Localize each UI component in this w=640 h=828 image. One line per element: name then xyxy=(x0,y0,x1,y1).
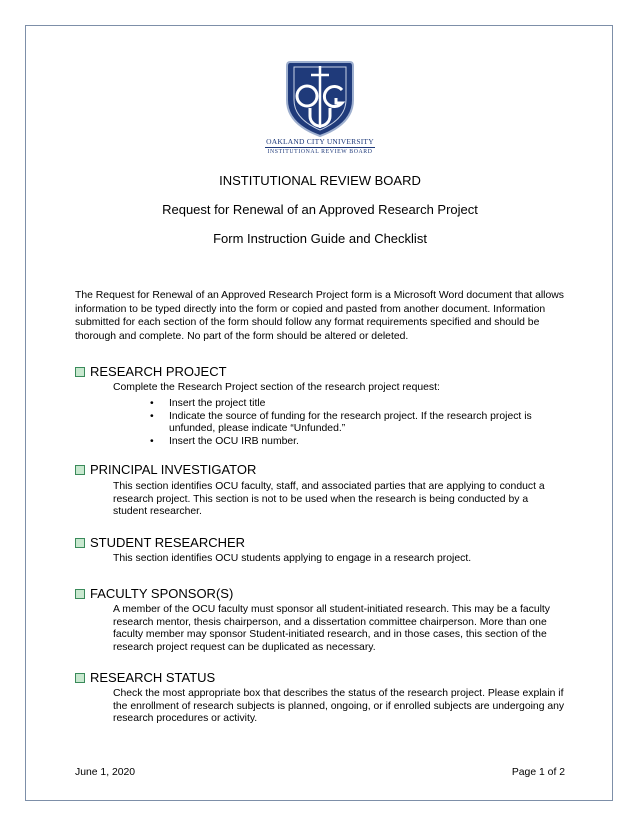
checkbox-research-status[interactable] xyxy=(75,673,85,683)
document-guide-title: Form Instruction Guide and Checklist xyxy=(213,231,427,246)
section-student-researcher xyxy=(75,535,245,550)
section-text: A member of the OCU faculty must sponsor all student-initiated research. This may be a faculty research mentor, thesis chairperson, and a dissertation committee chairperson. More than one faculty member may sponsor Student-initiated research, and in those cases, this section of the research project request can be duplicated as necessary. xyxy=(113,604,550,653)
section-text: Complete the Research Project section of the research project request: xyxy=(113,382,440,393)
section-principal-investigator xyxy=(75,462,256,477)
university-name: OAKLAND CITY UNIVERSITY xyxy=(266,137,374,146)
section-heading: PRINCIPAL INVESTIGATOR xyxy=(90,462,257,477)
checkbox-student-researcher[interactable] xyxy=(75,538,85,548)
research-project-bullets xyxy=(150,398,565,448)
document-title: INSTITUTIONAL REVIEW BOARD xyxy=(219,173,421,188)
logo-divider xyxy=(265,147,375,148)
section-text: Check the most appropriate box that describes the status of the research project. Please explain if the enrollment of research subjects is planned, ongoing, or if enrolled subjects are undergoing any research procedures or activity. xyxy=(113,688,565,725)
footer-page-number: Page 1 of 2 xyxy=(511,767,565,778)
section-heading: FACULTY SPONSOR(S) xyxy=(90,586,234,601)
section-heading: RESEARCH PROJECT xyxy=(90,364,227,379)
intro-paragraph: The Request for Renewal of an Approved Research Project form is a Microsoft Word document that allows information to be typed directly into the form or copied and pasted from another document. Information submitted for each section of the form should follow any format requirements specified and should be thorough and complete. No part of the form should be altered or deleted. xyxy=(75,290,564,342)
list-item: • Insert the project title xyxy=(150,398,565,411)
section-research-status xyxy=(75,670,215,685)
section-heading: STUDENT RESEARCHER xyxy=(90,535,246,550)
checkbox-research-project[interactable] xyxy=(75,367,85,377)
checkbox-principal-investigator[interactable] xyxy=(75,465,85,475)
section-faculty-sponsors xyxy=(75,586,233,601)
section-text: This section identifies OCU students applying to engage in a research project. xyxy=(113,553,472,564)
footer-date: June 1, 2020 xyxy=(75,767,136,778)
list-item: • Insert the OCU IRB number. xyxy=(150,436,565,449)
checkbox-faculty-sponsors[interactable] xyxy=(75,589,85,599)
section-text: This section identifies OCU faculty, staff, and associated parties that are applying to conduct a research project. This section is not to be used when the research is being conducted by a student researcher. xyxy=(113,481,545,518)
university-subtitle: INSTITUTIONAL REVIEW BOARD xyxy=(267,149,373,155)
document-subtitle: Request for Renewal of an Approved Research Project xyxy=(162,202,478,217)
section-research-project xyxy=(75,364,227,379)
list-item: • Indicate the source of funding for the research project. If the research project is unfunded, please indicate “Unfunded.” xyxy=(150,411,565,436)
section-heading: RESEARCH STATUS xyxy=(90,670,216,685)
shield-crest-icon xyxy=(260,58,380,138)
